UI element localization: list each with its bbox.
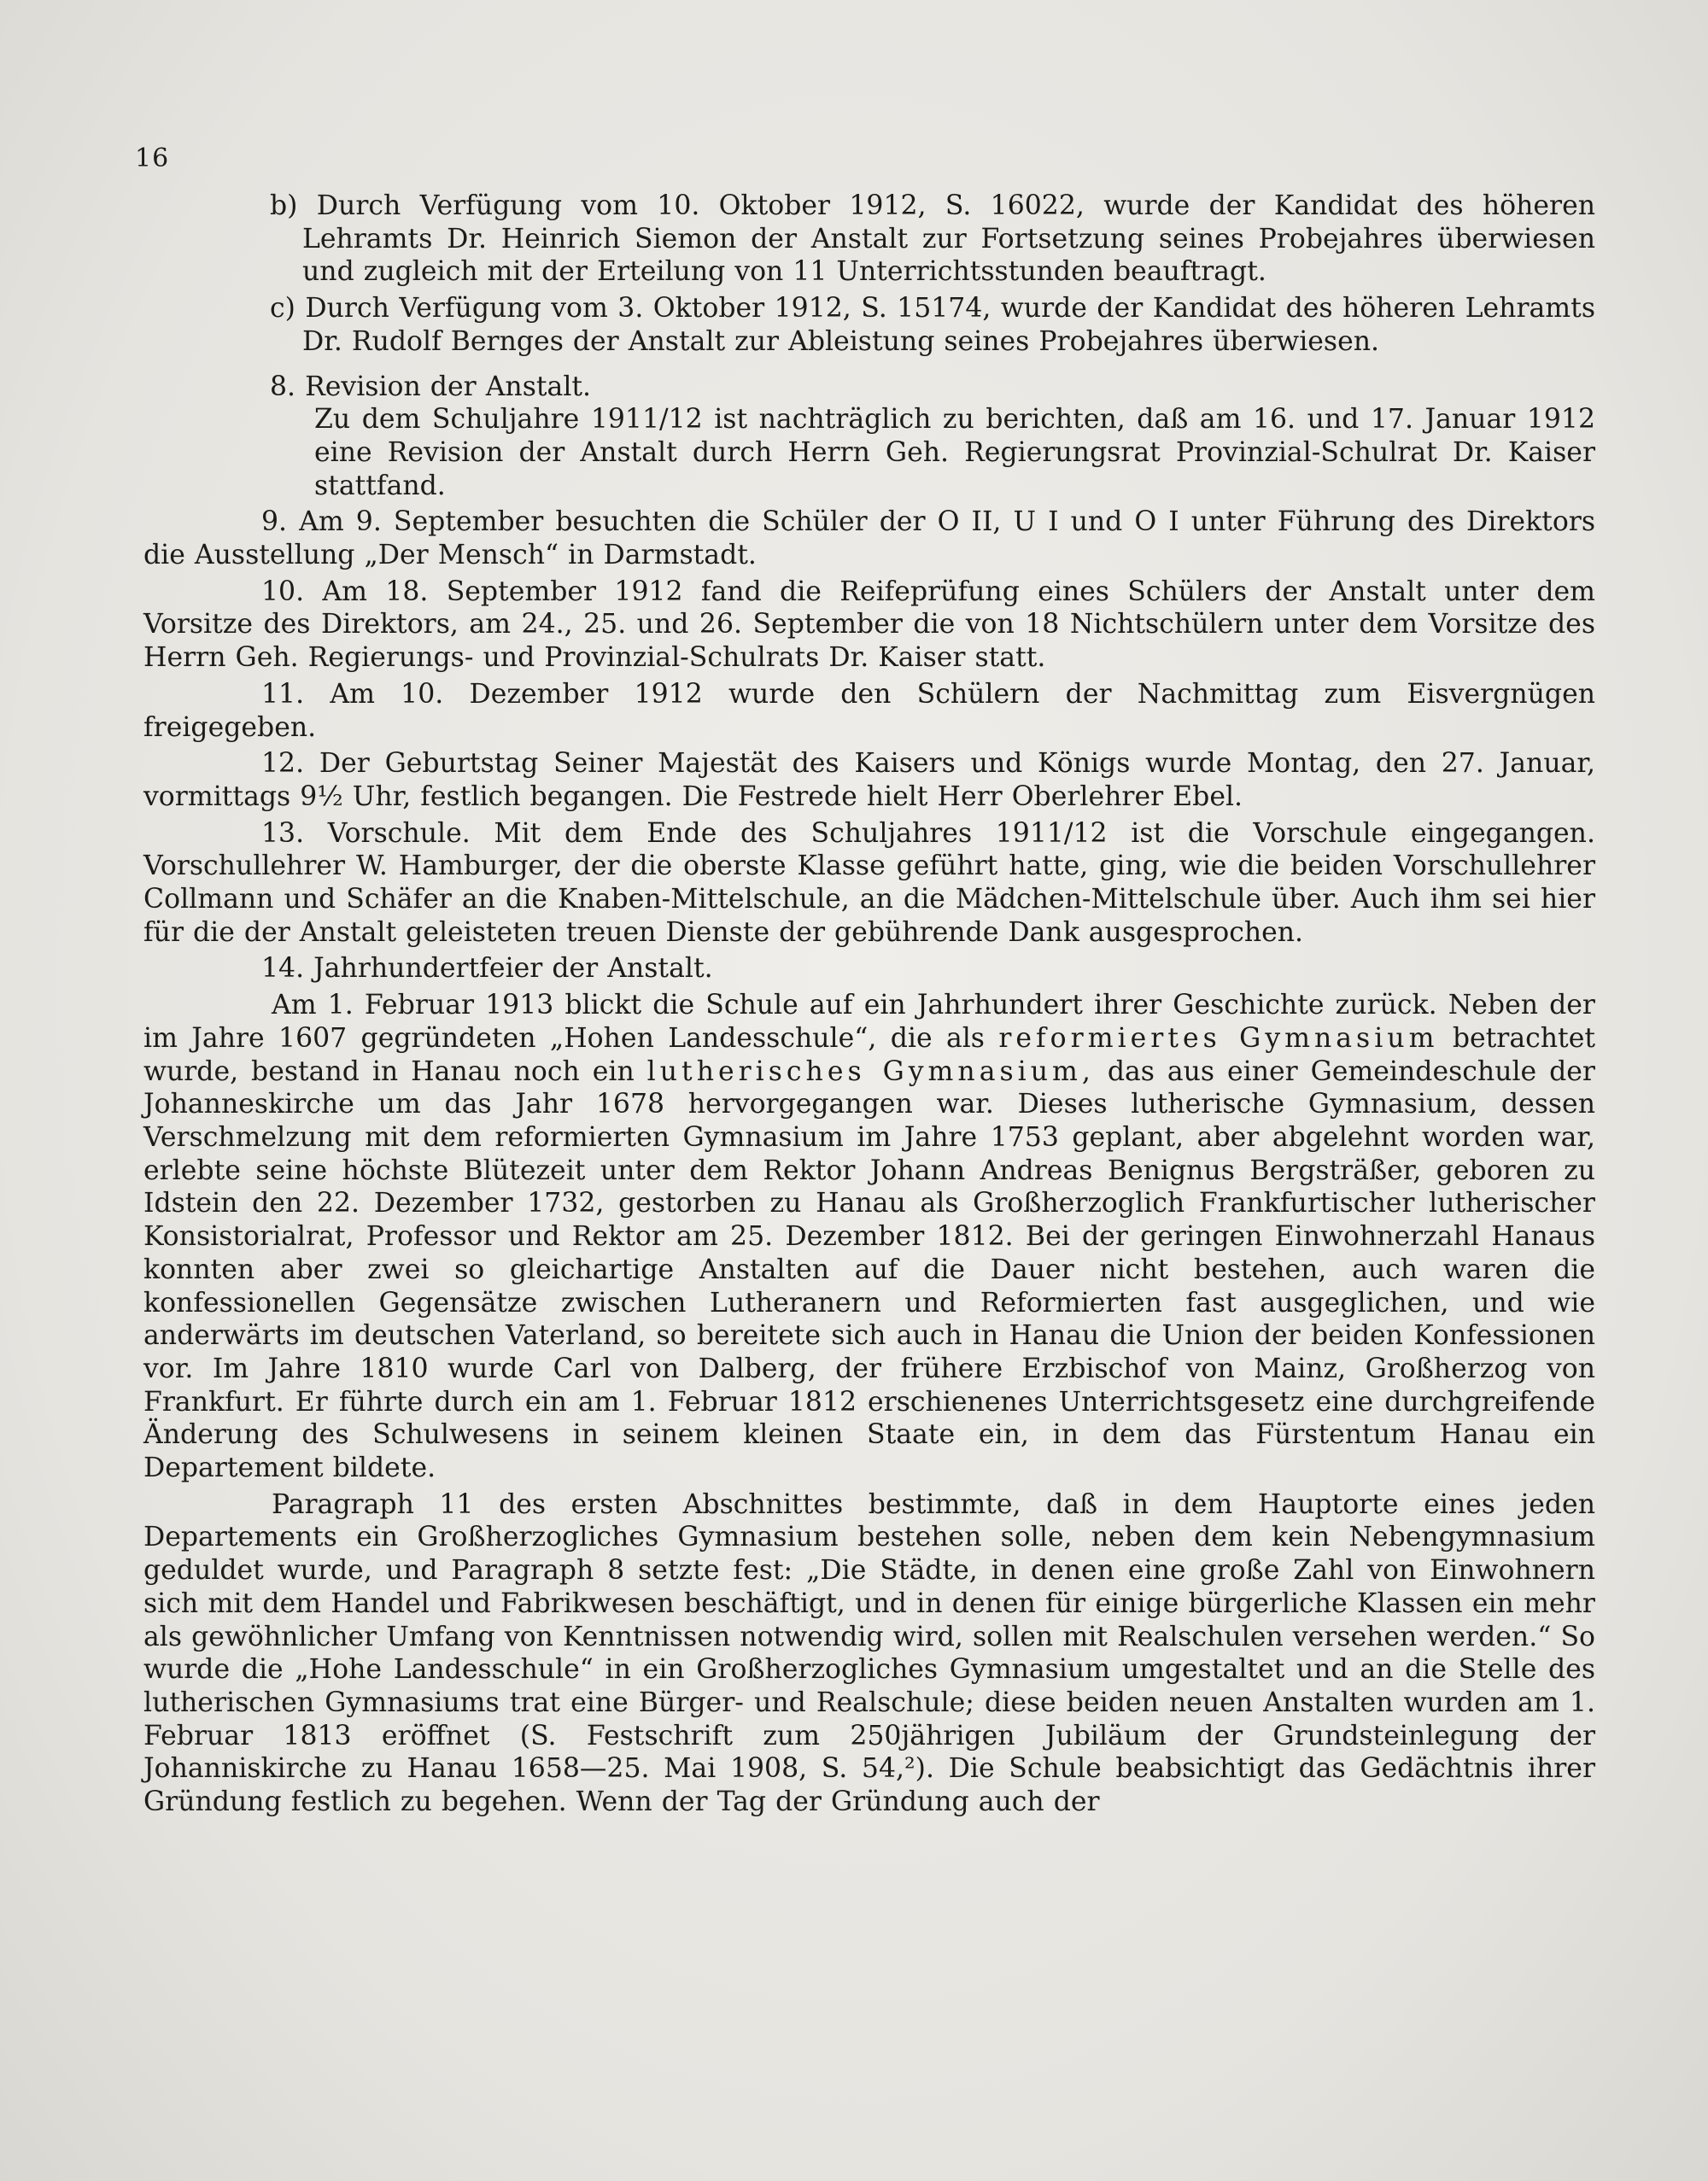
section-9 <box>143 506 1595 571</box>
item-b <box>143 190 1595 289</box>
section-14-heading <box>143 952 1595 985</box>
section-9-text: Am 9. September besuchten die Schüler der O II, U I und O I unter Führung des Direktors die Ausstellung „Der Mensch“ in Darmstadt. <box>143 506 1596 571</box>
section-10-number: 10. <box>261 576 305 607</box>
item-c <box>143 292 1595 358</box>
page-number: 16 <box>135 143 170 173</box>
section-14-p1-a: Am 1. Februar 1913 blickt die Schule auf ein Jahrhundert ihrer Geschichte zurück. Neben der im Jahre 1607 gegründeten „Hohen Landesschule“, die als <box>143 990 1595 1054</box>
section-14-number: 14. <box>261 953 305 985</box>
section-14-p1-spaced-2: lutherisches Gymnasium, <box>646 1055 1095 1087</box>
section-8-number: 8. <box>270 371 296 402</box>
section-12 <box>143 747 1595 813</box>
section-11-number: 11. <box>261 678 305 710</box>
section-10-text: Am 18. September 1912 fand die Reifeprüfung eines Schülers der Anstalt unter dem Vorsitze des Direktors, am 24., 25. und 26. September die von 18 Nichtschülern unter dem Vorsitze des Herrn Geh. Regierungs- und Provinzial-Schulrats Dr. Kaiser statt. <box>143 576 1595 674</box>
section-10 <box>143 576 1595 675</box>
section-13-number: 13. <box>261 817 305 849</box>
section-8-heading <box>143 371 1595 404</box>
section-14-paragraph-1 <box>143 989 1595 1485</box>
section-14-paragraph-2: Paragraph 11 des ersten Abschnittes bestimmte, daß in dem Hauptorte eines jeden Departements ein Großherzogliches Gymnasium bestehen solle, neben dem kein Nebengymnasium geduldet wurde, und Paragraph 8 setzte fest: „Die Städte, in denen eine große Zahl von Einwohnern sich mit dem Handel und Fabrikwesen beschäftigt, und in denen für einige bürgerliche Klassen ein mehr als gewöhnlicher Umfang von Kenntnissen notwendig wird, sollen mit Realschulen versehen werden.“ So wurde die „Hohe Landesschule“ in ein Großherzogliches Gymnasium umgestaltet und an die Stelle des lutherischen Gymnasiums trat eine Bürger- und Realschule; diese beiden neuen Anstalten wurden am 1. Februar 1813 eröffnet (S. Festschrift zum 250jährigen Jubiläum der Grundsteinlegung der Johanniskirche zu Hanau 1658—25. Mai 1908, S. 54,²). Die Schule beabsichtigt das Gedächtnis ihrer Gründung festlich zu begehen. Wenn der Tag der Gründung auch der <box>143 1488 1595 1818</box>
body-text <box>143 190 1595 1819</box>
section-14-p1-c: das aus einer Gemeindeschule der Johanneskirche um das Jahr 1678 hervorgegangen war. Dieses lutherische Gymnasium, dessen Verschmelzung mit dem reformierten Gymnasium im Jahre 1753 geplant, aber abgelehnt worden war, erlebte seine höchste Blütezeit unter dem Rektor Johann Andreas Benignus Bergsträßer, geboren zu Idstein den 22. Dezember 1732, gestorben zu Hanau als Großherzoglich Frankfurtischer lutherischer Konsistorialrat, Professor und Rektor am 25. Dezember 1812. Bei der geringen Einwohnerzahl Hanaus konnten aber zwei so gleichartige Anstalten auf die Dauer nicht bestehen, auch waren die konfessionellen Gegensätze zwischen Lutheranern und Reformierten fast ausgeglichen, und wie anderwärts im deutschen Vaterland, so bereitete sich auch in Hanau die Union der beiden Konfessionen vor. Im Jahre 1810 wurde Carl von Dalberg, der frühere Erzbischof von Mainz, Großherzog von Frankfurt. Er führte durch ein am 1. Februar 1812 erschienenes Unterrichtsgesetz eine durchgreifende Änderung des Schulwesens in seinem kleinen Staate ein, in dem das Fürstentum Hanau ein Departement bildete. <box>143 1055 1595 1484</box>
section-12-text: Der Geburtstag Seiner Majestät des Kaisers und Königs wurde Montag, den 27. Januar, vormittags 9½ Uhr, festlich begangen. Die Festrede hielt Herr Oberlehrer Ebel. <box>143 748 1595 812</box>
item-b-text: Durch Verfügung vom 10. Oktober 1912, S. 16022, wurde der Kandidat des höheren Lehramts Dr. Heinrich Siemon der Anstalt zur Fortsetzung seines Probejahres überwiesen und zugleich mit der Erteilung von 11 Unterrichtsstunden beauftragt. <box>302 190 1595 288</box>
section-11 <box>143 678 1595 744</box>
section-13 <box>143 817 1595 950</box>
section-14-title: Jahrhundertfeier der Anstalt. <box>313 953 713 985</box>
section-8-title: Revision der Anstalt. <box>305 371 592 402</box>
item-c-marker: c) <box>270 293 295 325</box>
item-c-text: Durch Verfügung vom 3. Oktober 1912, S. 15174, wurde der Kandidat des höheren Lehramts Dr. Rudolf Bernges der Anstalt zur Ableistung seines Probejahres überwiesen. <box>302 293 1595 357</box>
section-8-text: Zu dem Schuljahre 1911/12 ist nachträglich zu berichten, daß am 16. und 17. Januar 1912 eine Revision der Anstalt durch Herrn Geh. Regierungsrat Provinzial-Schulrat Dr. Kaiser stattfand. <box>314 404 1595 501</box>
section-11-text: Am 10. Dezember 1912 wurde den Schülern der Nachmittag zum Eisvergnügen freigegeben. <box>143 678 1595 743</box>
section-9-number: 9. <box>261 506 288 538</box>
section-14-p1-b: betrachtet wurde, bestand in Hanau noch ein <box>143 1022 1596 1087</box>
item-b-marker: b) <box>270 190 298 221</box>
section-12-number: 12. <box>261 748 305 780</box>
section-14-p1-spaced-1: reformiertes Gymnasium <box>998 1022 1439 1054</box>
section-13-text: Vorschule. Mit dem Ende des Schuljahres 1911/12 ist die Vorschule eingegangen. Vorschullehrer W. Hamburger, der die oberste Klasse geführt hatte, ging, wie die beiden Vorschullehrer Collmann und Schäfer an die Knaben-Mittelschule, an die Mädchen-Mittelschule über. Auch ihm sei hier für die der Anstalt geleisteten treuen Dienste der gebührende Dank ausgesprochen. <box>143 817 1595 948</box>
